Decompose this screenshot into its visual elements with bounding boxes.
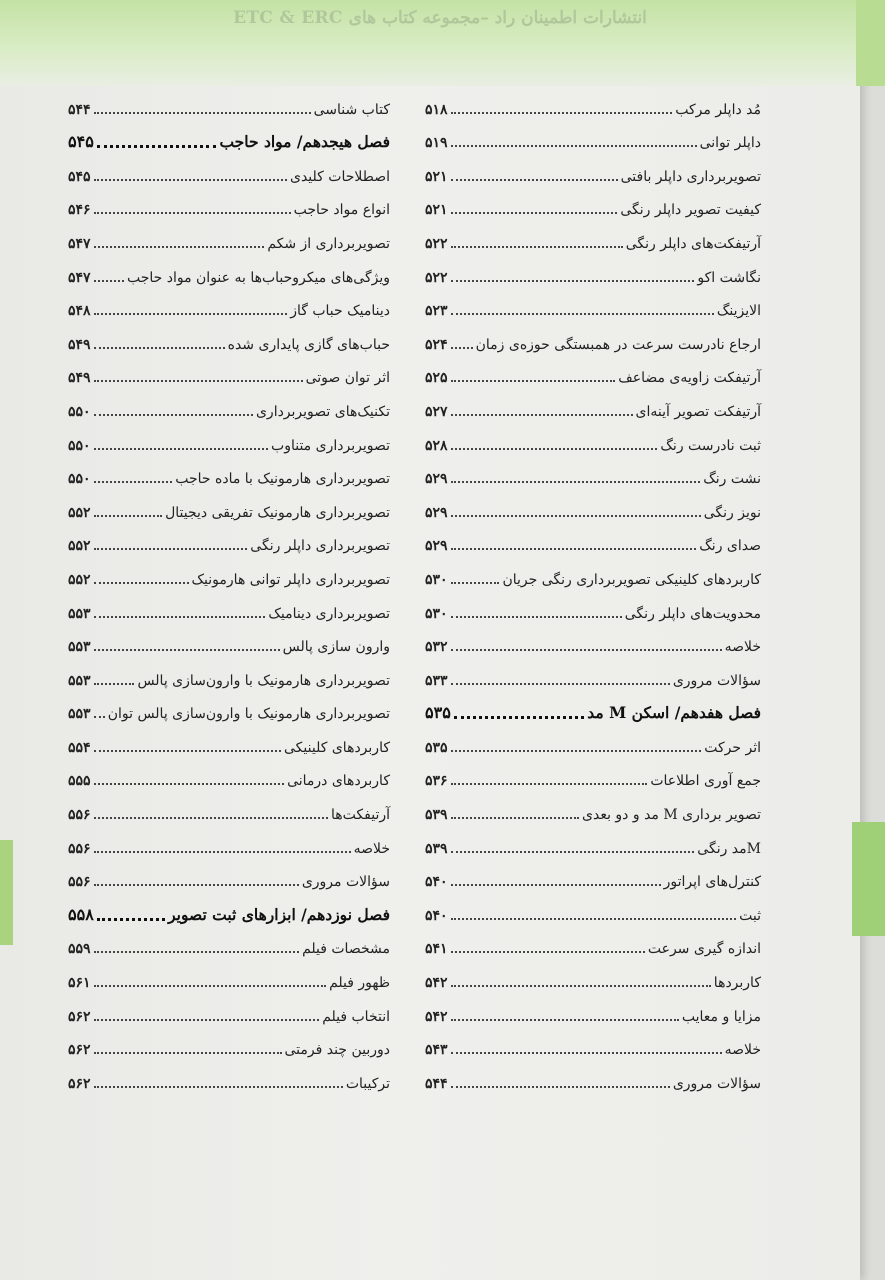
dot-leader — [451, 313, 714, 315]
dot-leader — [451, 280, 695, 282]
toc-entry — [425, 491, 761, 525]
toc-entry-title: فصل هیجدهم/ مواد حاجب — [219, 132, 390, 152]
dot-leader — [451, 246, 623, 248]
toc-page-number: ۵۵۳ — [68, 605, 91, 622]
dot-leader — [94, 246, 265, 248]
dot-leader — [94, 548, 248, 550]
toc-page-number: ۵۴۷ — [68, 235, 91, 252]
toc-entry-title: سؤالات مروری — [672, 1075, 761, 1092]
toc-page-number: ۵۲۸ — [425, 437, 448, 454]
toc-entry — [425, 222, 761, 256]
toc-entry — [425, 592, 761, 626]
toc-page-number: ۵۲۴ — [425, 336, 448, 353]
toc-entry-title: ویژگی‌های میکروحباب‌ها به عنوان مواد حاجب — [126, 269, 390, 286]
toc-column-left — [68, 88, 390, 1096]
dot-leader — [451, 112, 673, 114]
dot-leader — [94, 380, 303, 382]
toc-entry — [68, 726, 390, 760]
toc-page-number: ۵۴۹ — [68, 336, 91, 353]
toc-page-number: ۵۲۳ — [425, 303, 448, 320]
toc-page-number: ۵۵۳ — [68, 639, 91, 656]
dot-leader — [451, 1019, 679, 1021]
dot-leader — [94, 951, 300, 953]
toc-page-number: ۵۴۲ — [425, 975, 448, 992]
toc-entry — [68, 760, 390, 794]
dot-leader — [97, 145, 217, 148]
toc-entry-title: مشخصات فیلم — [302, 941, 390, 958]
toc-page-number: ۵۵۲ — [68, 571, 91, 588]
toc-entry — [425, 928, 761, 962]
toc-entry — [425, 88, 761, 122]
page-header-band — [0, 0, 885, 86]
green-thumb-tab-right — [852, 822, 885, 936]
dot-leader — [451, 515, 701, 517]
toc-entry-title: آرتیفکت زاویه‌ی مضاعف — [618, 370, 761, 387]
toc-page-number: ۵۱۸ — [425, 101, 448, 118]
dot-leader — [94, 884, 299, 886]
toc-page-number: ۵۱۹ — [425, 135, 448, 152]
toc-entry — [425, 424, 761, 458]
toc-entry-title: تصویربرداری هارمونیک با وارون‌سازی پالس توان — [107, 706, 390, 723]
toc-entry — [68, 458, 390, 492]
toc-page-number: ۵۴۰ — [425, 874, 448, 891]
toc-entry-title: محدویت‌های داپلر رنگی — [624, 605, 761, 622]
toc-entry-title: اثر حرکت — [704, 739, 761, 756]
toc-entry-title: کنترل‌های اپراتور — [663, 874, 761, 891]
toc-page-number: ۵۲۹ — [425, 504, 448, 521]
toc-entry — [68, 793, 390, 827]
dot-leader — [94, 985, 327, 987]
toc-entry — [68, 1062, 390, 1096]
toc-entry-title: انتخاب فیلم — [322, 1008, 390, 1025]
toc-entry-title: نگاشت اکو — [697, 269, 761, 286]
toc-page-number: ۵۲۲ — [425, 235, 448, 252]
toc-entry — [68, 525, 390, 559]
toc-entry-title: خلاصه — [724, 639, 761, 656]
toc-page-number: ۵۲۵ — [425, 370, 448, 387]
toc-entry-title: سؤالات مروری — [672, 672, 761, 689]
dot-leader — [94, 683, 135, 685]
dot-leader — [451, 616, 622, 618]
toc-entry — [425, 525, 761, 559]
dot-leader — [451, 582, 500, 584]
toc-entry — [425, 726, 761, 760]
toc-entry-title: کاربردهای کلینیکی تصویربرداری رنگی جریان — [502, 571, 761, 588]
toc-entry — [68, 88, 390, 122]
dot-leader — [451, 179, 618, 181]
toc-page-number: ۵۳۵ — [425, 703, 451, 723]
toc-entry — [68, 189, 390, 223]
dot-leader — [94, 448, 268, 450]
toc-entry — [425, 659, 761, 693]
toc-entry-title: مزایا و معایب — [681, 1008, 761, 1025]
toc-entry — [425, 323, 761, 357]
toc-page-number: ۵۲۷ — [425, 403, 448, 420]
toc-page-number: ۵۶۲ — [68, 1042, 91, 1059]
dot-leader — [94, 616, 266, 618]
toc-entry — [68, 491, 390, 525]
toc-page-number: ۵۵۶ — [68, 807, 91, 824]
toc-page-number: ۵۵۶ — [68, 874, 91, 891]
dot-leader — [94, 347, 225, 349]
toc-entry — [68, 861, 390, 895]
dot-leader — [451, 750, 702, 752]
toc-entry — [425, 1029, 761, 1063]
toc-page-number: ۵۳۰ — [425, 571, 448, 588]
toc-page-number: ۵۲۱ — [425, 202, 448, 219]
toc-entry — [425, 122, 761, 156]
dot-leader — [94, 851, 351, 853]
toc-entry-title: تصویربرداری داپلر توانی هارمونیک — [191, 571, 390, 588]
toc-page-number: ۵۲۱ — [425, 168, 448, 185]
toc-entry — [425, 390, 761, 424]
toc-page-number: ۵۴۹ — [68, 370, 91, 387]
toc-entry — [425, 458, 761, 492]
toc-entry — [425, 760, 761, 794]
toc-page-number: ۵۴۷ — [68, 269, 91, 286]
toc-page-number: ۵۲۹ — [425, 471, 448, 488]
dot-leader — [94, 783, 285, 785]
toc-entry — [425, 995, 761, 1029]
dot-leader — [94, 750, 281, 752]
toc-entry — [68, 357, 390, 391]
toc-entry-title: کاربردهای کلینیکی — [284, 739, 390, 756]
toc-entry-title: تصویربرداری متناوب — [271, 437, 390, 454]
toc-chapter-heading — [68, 122, 390, 156]
toc-entry-title: اثر توان صوتی — [305, 370, 390, 387]
toc-chapter-heading — [425, 693, 761, 727]
dot-leader — [451, 884, 661, 886]
green-edge-top — [856, 0, 885, 86]
toc-entry — [68, 323, 390, 357]
toc-entry-title: Mمد رنگی — [697, 840, 761, 857]
toc-page-number: ۵۵۵ — [68, 773, 91, 790]
toc-entry-title: صدای رنگ — [699, 538, 761, 555]
toc-entry-title: دینامیک حباب گاز — [290, 303, 390, 320]
dot-leader — [94, 112, 311, 114]
dot-leader — [94, 515, 163, 517]
toc-entry-title: کاربردهای درمانی — [287, 773, 390, 790]
toc-entry-title: تکنیک‌های تصویربرداری — [255, 403, 390, 420]
toc-page-number: ۵۵۸ — [68, 904, 94, 924]
toc-page-number: ۵۳۵ — [425, 739, 448, 756]
toc-page-number: ۵۴۳ — [425, 1042, 448, 1059]
toc-entry-title: تصویربرداری هارمونیک با وارون‌سازی پالس — [137, 672, 390, 689]
toc-page-number: ۵۴۴ — [425, 1075, 448, 1092]
toc-entry — [425, 827, 761, 861]
dot-leader — [94, 481, 173, 483]
dot-leader — [451, 1052, 722, 1054]
toc-page-number: ۵۴۲ — [425, 1008, 448, 1025]
toc-entry-title: ثبت نادرست رنگ — [660, 437, 761, 454]
toc-entry — [425, 894, 761, 928]
toc-entry-title: حباب‌های گازی پایداری شده — [227, 336, 390, 353]
toc-entry-title: نویز رنگی — [703, 504, 761, 521]
toc-page-number: ۵۴۸ — [68, 303, 91, 320]
toc-page-number: ۵۵۲ — [68, 504, 91, 521]
toc-page-number: ۵۳۰ — [425, 605, 448, 622]
toc-entry-title: دوربین چند فرمتی — [284, 1042, 390, 1059]
toc-entry — [68, 1029, 390, 1063]
toc-entry-title: تصویربرداری داپلر بافتی — [620, 168, 761, 185]
toc-chapter-heading — [68, 894, 390, 928]
toc-entry-title: آرتیفکت‌های داپلر رنگی — [625, 235, 761, 252]
toc-column-right — [425, 88, 761, 1096]
toc-entry — [68, 592, 390, 626]
dot-leader — [94, 280, 124, 282]
toc-entry-title: فصل نوزدهم/ ابزارهای ثبت تصویر — [168, 904, 390, 924]
toc-page-number: ۵۴۶ — [68, 202, 91, 219]
toc-entry — [68, 626, 390, 660]
toc-page-number: ۵۴۱ — [425, 941, 448, 958]
dot-leader — [94, 414, 253, 416]
toc-entry — [425, 1062, 761, 1096]
toc-page-number: ۵۵۰ — [68, 403, 91, 420]
toc-entry — [68, 155, 390, 189]
toc-entry-title: تصویربرداری هارمونیک تفریقی دیجیتال — [165, 504, 390, 521]
dot-leader — [94, 817, 328, 819]
toc-entry-title: خلاصه — [724, 1042, 761, 1059]
toc-page-number: ۵۳۶ — [425, 773, 448, 790]
toc-entry-title: فصل هفدهم/ اسکن M مد — [587, 703, 761, 723]
dot-leader — [451, 145, 697, 147]
dot-leader — [451, 851, 695, 853]
toc-page-number: ۵۴۵ — [68, 168, 91, 185]
toc-entry-title: وارون سازی پالس — [282, 639, 390, 656]
dot-leader — [451, 783, 648, 785]
toc-entry — [425, 189, 761, 223]
toc-entry-title: سؤالات مروری — [301, 874, 390, 891]
toc-entry-title: اصطلاحات کلیدی — [290, 168, 390, 185]
dot-leader — [451, 414, 633, 416]
dot-leader — [451, 481, 701, 483]
toc-entry-title: مُد داپلر مرکب — [675, 101, 761, 118]
toc-entry-title: آرتیفکت تصویر آینه‌ای — [635, 403, 761, 420]
toc-entry-title: ثبت — [739, 907, 761, 924]
dot-leader — [94, 1019, 320, 1021]
toc-page-number: ۵۴۰ — [425, 907, 448, 924]
dot-leader — [451, 212, 618, 214]
toc-entry — [425, 357, 761, 391]
dot-leader — [451, 817, 579, 819]
dot-leader — [94, 649, 280, 651]
toc-entry — [68, 928, 390, 962]
dot-leader — [451, 918, 737, 920]
toc-entry — [425, 155, 761, 189]
toc-page-number: ۵۴۵ — [68, 132, 94, 152]
toc-entry-title: نشت رنگ — [703, 471, 761, 488]
toc-entry-title: تصویربرداری داپلر رنگی — [250, 538, 390, 555]
toc-entry-title: آرتیفکت‌ها — [331, 807, 390, 824]
toc-entry — [425, 290, 761, 324]
toc-entry-title: الایزینگ — [716, 303, 761, 320]
green-thumb-tab-left — [0, 840, 13, 945]
dot-leader — [451, 649, 722, 651]
dot-leader — [451, 448, 658, 450]
toc-entry — [425, 558, 761, 592]
dot-leader — [451, 380, 616, 382]
toc-entry — [68, 256, 390, 290]
toc-entry-title: ارجاع نادرست سرعت در همبستگی حوزه‌ی زمان — [475, 336, 761, 353]
toc-entry-title: تصویربرداری از شکم — [267, 235, 390, 252]
dot-leader — [451, 683, 670, 685]
toc-page-number: ۵۲۲ — [425, 269, 448, 286]
toc-entry — [68, 995, 390, 1029]
toc-entry-title: اندازه گیری سرعت — [647, 941, 761, 958]
dot-leader — [451, 347, 473, 349]
dot-leader — [97, 918, 165, 921]
toc-entry-title: تصویر برداری M مد و دو بعدی — [582, 807, 761, 824]
toc-entry-title: خلاصه — [353, 840, 390, 857]
toc-page-number: ۵۵۳ — [68, 706, 91, 723]
toc-page-number: ۵۵۶ — [68, 840, 91, 857]
toc-entry-title: تصویربرداری هارمونیک با ماده حاجب — [175, 471, 390, 488]
toc-entry — [425, 861, 761, 895]
dot-leader — [94, 582, 189, 584]
toc-entry — [425, 626, 761, 660]
toc-entry-title: انواع مواد حاجب — [293, 202, 390, 219]
dot-leader — [451, 985, 711, 987]
toc-entry-title: کیفیت تصویر داپلر رنگی — [620, 202, 761, 219]
toc-entry — [68, 558, 390, 592]
toc-entry — [425, 793, 761, 827]
toc-entry-title: ترکیبات — [345, 1075, 390, 1092]
toc-page-number: ۵۳۲ — [425, 639, 448, 656]
dot-leader — [454, 716, 584, 719]
toc-page-number: ۵۵۰ — [68, 471, 91, 488]
toc-page-number: ۵۲۹ — [425, 538, 448, 555]
toc-page-number: ۵۵۳ — [68, 672, 91, 689]
dot-leader — [451, 951, 645, 953]
toc-page-number: ۵۵۲ — [68, 538, 91, 555]
publisher-header: انتشارات اطمینان راد –مجموعه کتاب های ETC & ERC — [233, 8, 647, 28]
toc-page-number: ۵۳۳ — [425, 672, 448, 689]
toc-entry-title: جمع آوری اطلاعات — [650, 773, 761, 790]
toc-page-number: ۵۳۹ — [425, 840, 448, 857]
toc-page-number: ۵۶۱ — [68, 975, 91, 992]
toc-page-number: ۵۵۹ — [68, 941, 91, 958]
toc-entry-title: کتاب شناسی — [313, 101, 390, 118]
toc-entry-title: ظهور فیلم — [329, 975, 390, 992]
toc-entry — [68, 222, 390, 256]
dot-leader — [94, 1086, 343, 1088]
dot-leader — [94, 179, 287, 181]
toc-entry — [425, 961, 761, 995]
dot-leader — [451, 1086, 670, 1088]
toc-page-number: ۵۵۴ — [68, 739, 91, 756]
dot-leader — [451, 548, 697, 550]
toc-entry — [425, 256, 761, 290]
toc-entry-title: کاربردها — [713, 975, 761, 992]
toc-entry-title: تصویربرداری دینامیک — [268, 605, 390, 622]
dot-leader — [94, 313, 288, 315]
toc-entry — [68, 693, 390, 727]
toc-entry — [68, 290, 390, 324]
toc-page-number: ۵۶۲ — [68, 1075, 91, 1092]
toc-entry-title: داپلر توانی — [699, 135, 761, 152]
toc-entry — [68, 961, 390, 995]
toc-page-number: ۵۳۹ — [425, 807, 448, 824]
dot-leader — [94, 1052, 282, 1054]
toc-entry — [68, 827, 390, 861]
toc-entry — [68, 659, 390, 693]
toc-page-number: ۵۵۰ — [68, 437, 91, 454]
dot-leader — [94, 716, 105, 718]
dot-leader — [94, 212, 291, 214]
toc-page-number: ۵۶۲ — [68, 1008, 91, 1025]
toc-entry — [68, 390, 390, 424]
toc-page-number: ۵۴۴ — [68, 101, 91, 118]
toc-entry — [68, 424, 390, 458]
